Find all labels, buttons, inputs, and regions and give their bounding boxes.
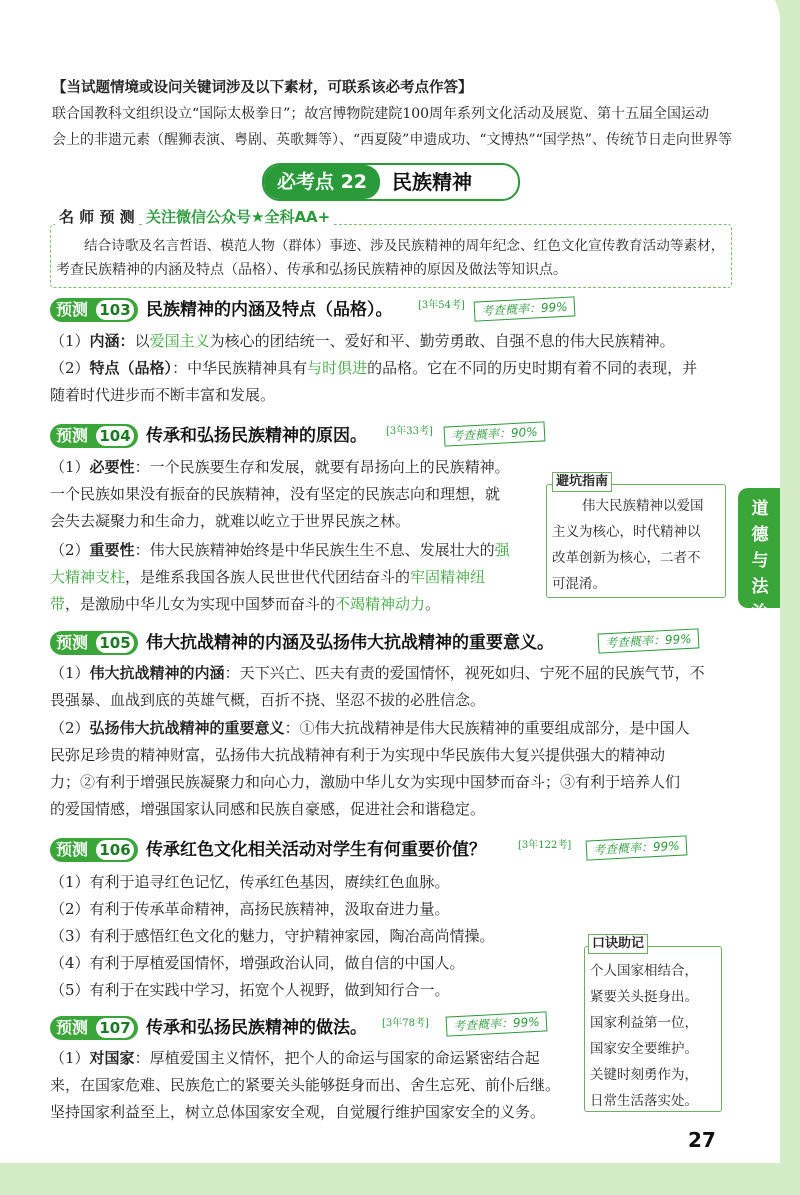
subject-tab-label: 道德与法治 xyxy=(751,499,769,623)
prediction-number: 106 xyxy=(96,840,134,860)
prediction-title: 传承红色文化相关活动对学生有何重要价值？ xyxy=(146,840,486,860)
source-count: [3年54考] xyxy=(418,300,465,311)
pitfall-line: 伟大民族精神以爱国 xyxy=(582,498,704,514)
answer-line: 会失去凝聚力和生命力，就难以屹立于世界民族之林。 xyxy=(50,512,411,530)
pitfall-line: 主义为核心，时代精神以 xyxy=(552,524,701,540)
pitfall-line: 改革创新为核心，二者不 xyxy=(552,550,701,566)
answer-line: 坚持国家利益至上，树立总体国家安全观，自觉履行维护国家安全的义务。 xyxy=(50,1103,546,1121)
prediction-105-header xyxy=(50,631,650,655)
answer-line: 力；②有利于增强民族凝聚力和向心力，激励中华儿女为实现中国梦而奋斗；③有利于培养人们 xyxy=(50,773,681,791)
answer-line: 大精神支柱，是维系我国各族人民世世代代团结奋斗的牢固精神纽 xyxy=(50,568,486,586)
mnemonic-line: 国家利益第一位， xyxy=(590,1015,698,1031)
answer-line: （1）伟大抗战精神的内涵：天下兴亡、匹夫有责的爱国情怀，视死如归、宁死不屈的民族气节，不 xyxy=(50,664,705,682)
prediction-word: 预测 xyxy=(56,840,89,859)
page-frame-bottom xyxy=(0,1163,800,1195)
source-count: [3年78考] xyxy=(382,1018,429,1029)
teacher-tip-line: 结合诗歌及名言哲语、模范人物（群体）事迹、涉及民族精神的周年纪念、红色文化宣传教育活动等素材， xyxy=(84,238,725,254)
probability-stamp: 考查概率：99% xyxy=(598,628,700,653)
prediction-number: 104 xyxy=(96,426,134,446)
prediction-number: 105 xyxy=(96,633,134,653)
key-point-title: 民族精神 xyxy=(392,170,472,194)
prediction-word: 预测 xyxy=(56,1018,89,1037)
probability-stamp: 考查概率：90% xyxy=(444,421,546,446)
mnemonic-label: 口诀助记 xyxy=(588,934,648,954)
material-heading: 【当试题情境或设问关键词涉及以下素材，可联系该必考点作答】 xyxy=(52,80,473,96)
source-count: [3年122考] xyxy=(518,840,572,851)
mnemonic-line: 个人国家相结合， xyxy=(590,963,698,979)
teacher-tip-subheading: 关注微信公众号★全科AA+ xyxy=(142,206,334,227)
prediction-title: 传承和弘扬民族精神的做法。 xyxy=(146,1018,367,1038)
answer-line: 的爱国情感，增强国家认同感和民族自豪感，促进社会和谐稳定。 xyxy=(50,800,486,818)
prediction-title: 民族精神的内涵及特点（品格）。 xyxy=(146,300,393,320)
prediction-104-header xyxy=(50,424,650,448)
prediction-word: 预测 xyxy=(56,633,89,652)
answer-line: 一个民族如果没有振奋的民族精神，没有坚定的民族志向和理想，就 xyxy=(50,485,501,503)
answer-line: （1）有利于追寻红色记忆，传承红色基因，赓续红色血脉。 xyxy=(50,873,450,891)
answer-line: （2）特点（品格）：中华民族精神具有与时俱进的品格。它在不同的历史时期有着不同的表现，并 xyxy=(50,359,698,377)
answer-line: （4）有利于厚植爱国情怀，增强政治认同，做自信的中国人。 xyxy=(50,954,465,972)
mnemonic-line: 关键时刻勇作为， xyxy=(590,1067,698,1083)
prediction-number: 103 xyxy=(96,300,134,320)
material-line: 会上的非遗元素（醒狮表演、粤剧、英歌舞等）、“西夏陵”申遗成功、“文博热”“国学热”、传统节日走向世界等 xyxy=(52,132,732,148)
answer-line: 畏强暴、血战到底的英雄气概，百折不挠、坚忍不拔的必胜信念。 xyxy=(50,691,486,709)
answer-line: 民弥足珍贵的精神财富，弘扬伟大抗战精神有利于为实现中华民族伟大复兴提供强大的精神动 xyxy=(50,746,666,764)
pitfall-line: 可混淆。 xyxy=(552,576,606,592)
page-frame-right xyxy=(780,0,800,1195)
teacher-tip-heading: 名 师 预 测 xyxy=(55,206,139,227)
answer-line: 来，在国家危难、民族危亡的紧要关头能够挺身而出、舍生忘死、前仆后继。 xyxy=(50,1076,561,1094)
material-line: 联合国教科文组织设立“国际太极拳日”；故宫博物院建院100周年系列文化活动及展览、第十五届全国运动 xyxy=(52,106,710,122)
answer-line: （1）内涵：以爱国主义为核心的团结统一、爱好和平、勤劳勇敢、自强不息的伟大民族精神。 xyxy=(50,332,675,350)
answer-line: 随着时代进步而不断丰富和发展。 xyxy=(50,386,276,404)
prediction-title: 传承和弘扬民族精神的原因。 xyxy=(146,426,367,446)
answer-line: 带，是激励中华儿女为实现中国梦而奋斗的不竭精神动力。 xyxy=(50,595,441,613)
source-count: [3年33考] xyxy=(386,426,433,437)
probability-stamp: 考查概率：99% xyxy=(446,1011,548,1036)
mnemonic-line: 紧要关头挺身出。 xyxy=(590,989,698,1005)
key-point-banner xyxy=(262,163,520,201)
mnemonic-line: 日常生活落实处。 xyxy=(590,1093,698,1109)
page-number: 27 xyxy=(688,1128,716,1152)
answer-line: （1）对国家：厚植爱国主义情怀，把个人的命运与国家的命运紧密结合起 xyxy=(50,1049,540,1067)
probability-stamp: 考查概率：99% xyxy=(586,835,688,860)
probability-stamp: 考查概率：99% xyxy=(474,296,576,321)
mnemonic-line: 国家安全要维护。 xyxy=(590,1041,698,1057)
answer-line: （3）有利于感悟红色文化的魅力，守护精神家园，陶冶高尚情操。 xyxy=(50,927,495,945)
answer-line: （2）弘扬伟大抗战精神的重要意义：①伟大抗战精神是伟大民族精神的重要组成部分，是中国人 xyxy=(50,719,690,737)
teacher-tip-line: 考查民族精神的内涵及特点（品格）、传承和弘扬民族精神的原因及做法等知识点。 xyxy=(56,262,567,278)
page-corner-curve xyxy=(700,0,780,60)
answer-line: （1）必要性：一个民族要生存和发展，就要有昂扬向上的民族精神。 xyxy=(50,458,510,476)
prediction-word: 预测 xyxy=(56,426,89,445)
prediction-title: 伟大抗战精神的内涵及弘扬伟大抗战精神的重要意义。 xyxy=(146,633,554,653)
prediction-number: 107 xyxy=(96,1018,134,1038)
pitfall-label: 避坑指南 xyxy=(552,472,612,492)
answer-line: （2）有利于传承革命精神，高扬民族精神，汲取奋进力量。 xyxy=(50,900,450,918)
key-point-tag: 必考点 22 xyxy=(264,165,380,199)
prediction-word: 预测 xyxy=(56,300,89,319)
answer-line: （5）有利于在实践中学习，拓宽个人视野，做到知行合一。 xyxy=(50,981,450,999)
answer-line: （2）重要性：伟大民族精神始终是中华民族生生不息、发展壮大的强 xyxy=(50,541,510,559)
